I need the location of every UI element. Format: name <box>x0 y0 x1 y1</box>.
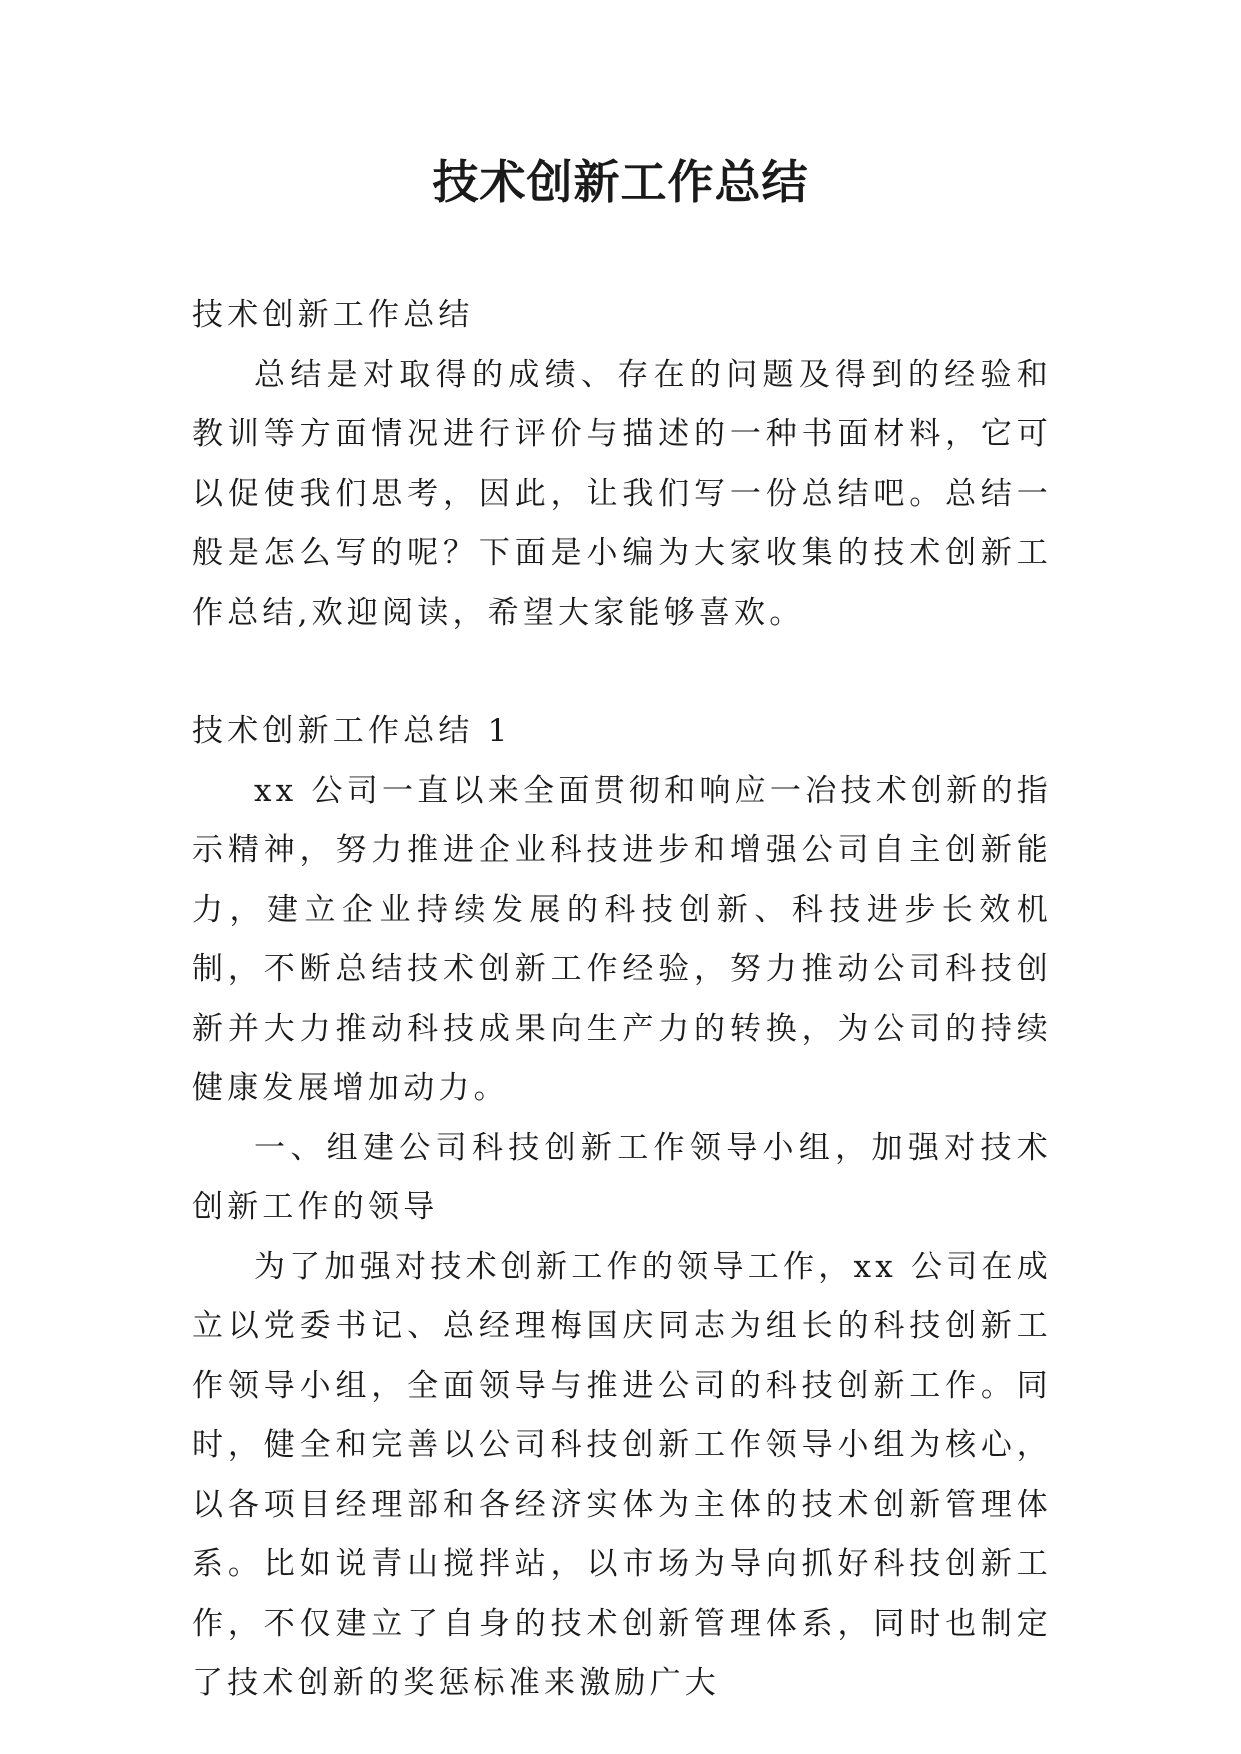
subsection-heading: 一、组建公司科技创新工作领导小组，加强对技术创新工作的领导 <box>192 1129 1052 1225</box>
section-heading: 技术创新工作总结 1 <box>192 713 512 749</box>
intro-paragraph: 总结是对取得的成绩、存在的问题及得到的经验和教训等方面情况进行评价与描述的一种书面材料，它可以促使我们思考，因此，让我们写一份总结吧。总结一般是怎么写的呢？下面是小编为大家收集的技术创新工作总结,欢迎阅读，希望大家能够喜欢。 <box>192 356 1052 631</box>
section-heading: 技术创新工作总结 <box>192 297 474 333</box>
body-paragraph: 为了加强对技术创新工作的领导工作，xx 公司在成立以党委书记、总经理梅国庆同志为组长的科技创新工作领导小组，全面领导与推进公司的科技创新工作。同时，健全和完善以公司科技创新工作领导小组为核心，以各项目经理部和各经济实体为主体的技术创新管理体系。比如说青山搅拌站，以市场为导向抓好科技创新工作，不仅建立了自身的技术创新管理体系，同时也制定了技术创新的奖惩标准来激励广大 <box>192 1248 1052 1701</box>
document-body <box>192 286 1052 1714</box>
document-title: 技术创新工作总结 <box>432 155 809 209</box>
body-paragraph: xx 公司一直以来全面贯彻和响应一冶技术创新的指示精神，努力推进企业科技进步和增强公司自主创新能力，建立企业持续发展的科技创新、科技进步长效机制，不断总结技术创新工作经验，努力推动公司科技创新并大力推动科技成果向生产力的转换，为公司的持续健康发展增加动力。 <box>192 772 1052 1106</box>
